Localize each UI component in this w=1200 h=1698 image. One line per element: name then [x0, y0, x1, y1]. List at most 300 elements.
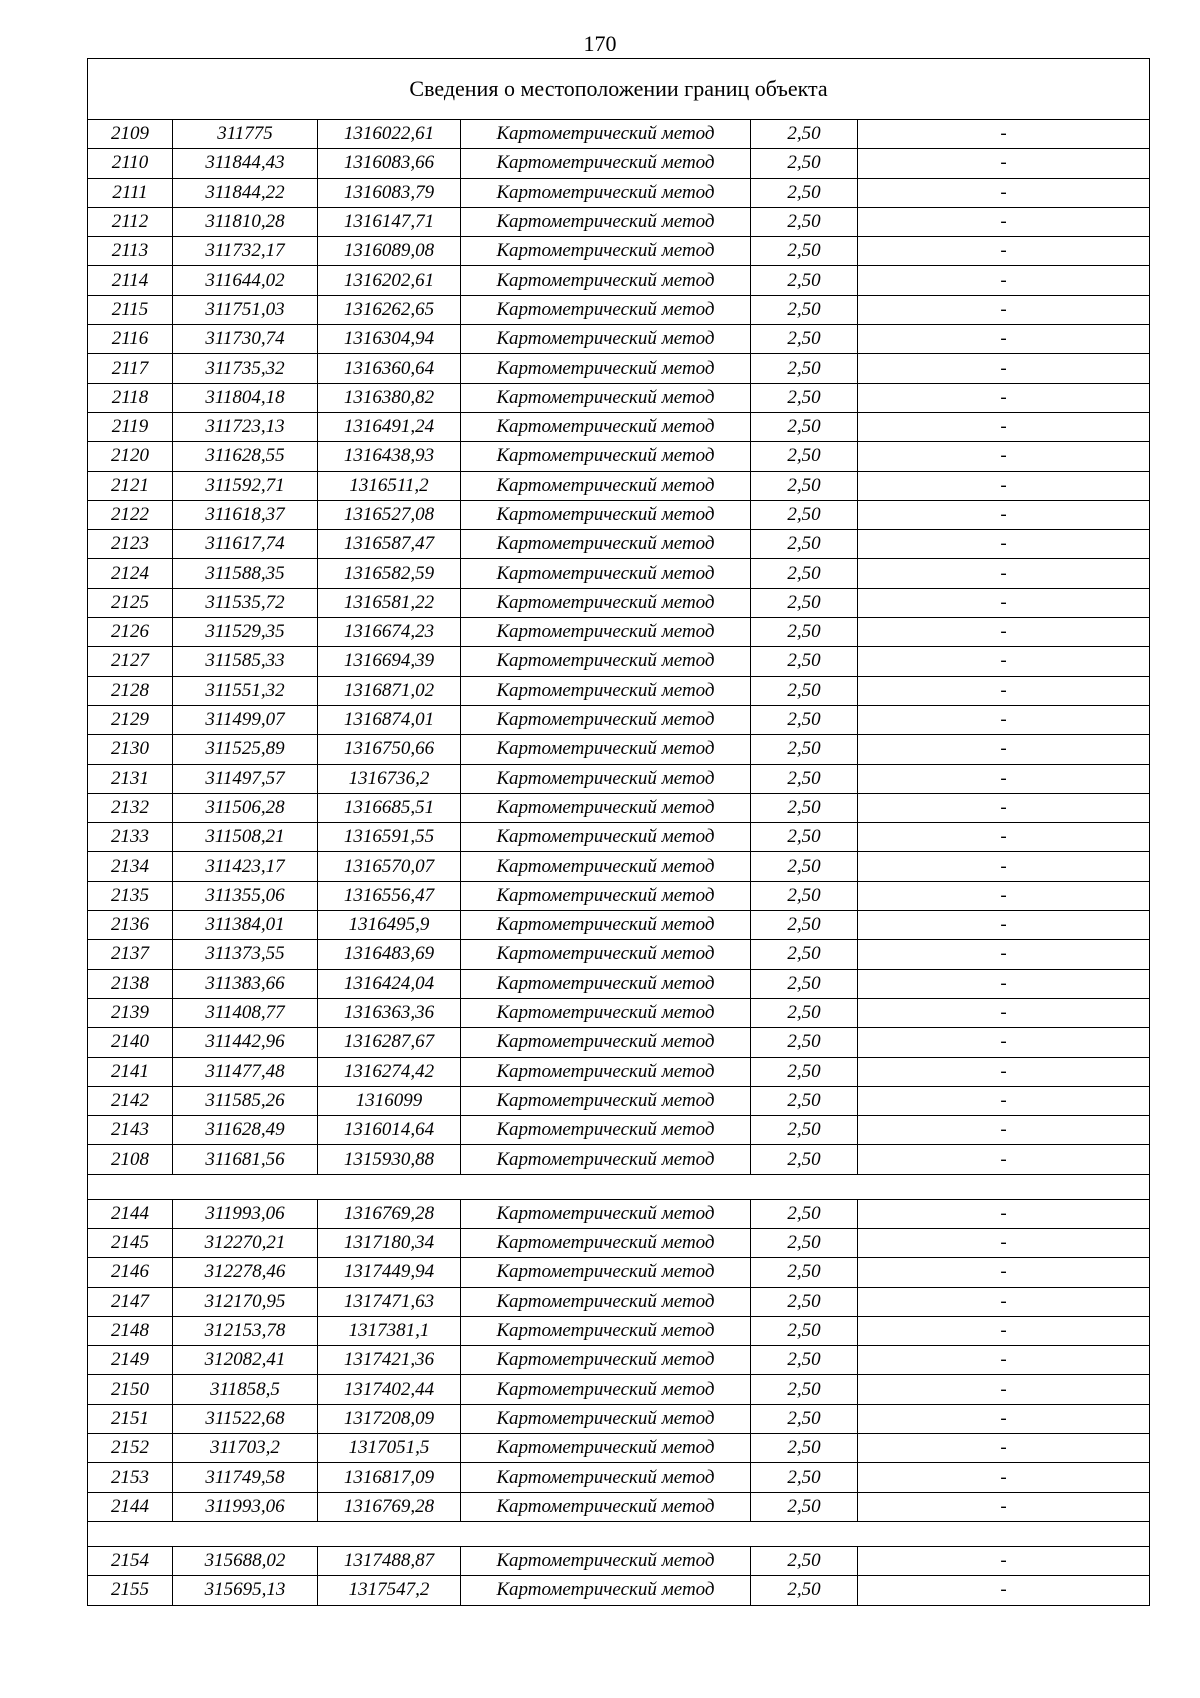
table-row — [88, 1199, 1150, 1228]
table-row — [88, 1546, 1150, 1575]
note-cell: - — [858, 998, 1150, 1027]
note-cell: - — [858, 735, 1150, 764]
coord-y-cell: 1316438,93 — [318, 442, 461, 471]
accuracy-cell: 2,50 — [751, 823, 858, 852]
coord-y-cell: 1316304,94 — [318, 325, 461, 354]
method-cell: Картометрический метод — [461, 1028, 751, 1057]
coord-x-cell: 311499,07 — [173, 705, 318, 734]
coord-x-cell: 311522,68 — [173, 1404, 318, 1433]
method-cell: Картометрический метод — [461, 647, 751, 676]
note-cell: - — [858, 881, 1150, 910]
method-cell: Картометрический метод — [461, 1057, 751, 1086]
note-cell: - — [858, 266, 1150, 295]
coord-x-cell: 311529,35 — [173, 618, 318, 647]
note-cell: - — [858, 500, 1150, 529]
accuracy-cell: 2,50 — [751, 149, 858, 178]
coord-y-cell: 1316147,71 — [318, 207, 461, 236]
coord-y-cell: 1316570,07 — [318, 852, 461, 881]
note-cell: - — [858, 911, 1150, 940]
coord-x-cell: 312270,21 — [173, 1228, 318, 1257]
coord-y-cell: 1317208,09 — [318, 1404, 461, 1433]
coord-y-cell: 1316587,47 — [318, 530, 461, 559]
coord-y-cell: 1317051,5 — [318, 1434, 461, 1463]
point-number-cell: 2111 — [88, 178, 173, 207]
point-number-cell: 2152 — [88, 1434, 173, 1463]
method-cell: Картометрический метод — [461, 530, 751, 559]
coord-y-cell: 1316363,36 — [318, 998, 461, 1027]
method-cell: Картометрический метод — [461, 1258, 751, 1287]
note-cell: - — [858, 940, 1150, 969]
point-number-cell: 2142 — [88, 1086, 173, 1115]
note-cell: - — [858, 442, 1150, 471]
accuracy-cell: 2,50 — [751, 969, 858, 998]
point-number-cell: 2145 — [88, 1228, 173, 1257]
accuracy-cell: 2,50 — [751, 705, 858, 734]
point-number-cell: 2137 — [88, 940, 173, 969]
coord-x-cell: 312153,78 — [173, 1316, 318, 1345]
table-row — [88, 969, 1150, 998]
table-row — [88, 764, 1150, 793]
coord-x-cell: 311355,06 — [173, 881, 318, 910]
note-cell: - — [858, 823, 1150, 852]
accuracy-cell: 2,50 — [751, 1086, 858, 1115]
note-cell: - — [858, 1434, 1150, 1463]
table-row — [88, 823, 1150, 852]
coord-x-cell: 311497,57 — [173, 764, 318, 793]
note-cell: - — [858, 969, 1150, 998]
point-number-cell: 2108 — [88, 1145, 173, 1174]
accuracy-cell: 2,50 — [751, 998, 858, 1027]
note-cell: - — [858, 1375, 1150, 1404]
coord-y-cell: 1316871,02 — [318, 676, 461, 705]
note-cell: - — [858, 705, 1150, 734]
point-number-cell: 2150 — [88, 1375, 173, 1404]
coord-x-cell: 311749,58 — [173, 1463, 318, 1492]
accuracy-cell: 2,50 — [751, 471, 858, 500]
coord-y-cell: 1317381,1 — [318, 1316, 461, 1345]
coord-x-cell: 311844,22 — [173, 178, 318, 207]
coord-y-cell: 1316591,55 — [318, 823, 461, 852]
note-cell: - — [858, 1576, 1150, 1605]
table-row — [88, 1576, 1150, 1605]
method-cell: Картометрический метод — [461, 149, 751, 178]
accuracy-cell: 2,50 — [751, 442, 858, 471]
coord-y-cell: 1316511,2 — [318, 471, 461, 500]
method-cell: Картометрический метод — [461, 998, 751, 1027]
note-cell: - — [858, 1287, 1150, 1316]
point-number-cell: 2134 — [88, 852, 173, 881]
coord-y-cell: 1316424,04 — [318, 969, 461, 998]
coord-y-cell: 1316014,64 — [318, 1116, 461, 1145]
accuracy-cell: 2,50 — [751, 1287, 858, 1316]
note-cell: - — [858, 1028, 1150, 1057]
table-row — [88, 705, 1150, 734]
note-cell: - — [858, 207, 1150, 236]
coord-y-cell: 1317421,36 — [318, 1346, 461, 1375]
table-row — [88, 676, 1150, 705]
accuracy-cell: 2,50 — [751, 178, 858, 207]
note-cell: - — [858, 559, 1150, 588]
coord-y-cell: 1316491,24 — [318, 412, 461, 441]
coord-x-cell: 311373,55 — [173, 940, 318, 969]
accuracy-cell: 2,50 — [751, 559, 858, 588]
coord-x-cell: 311618,37 — [173, 500, 318, 529]
coord-y-cell: 1317180,34 — [318, 1228, 461, 1257]
coord-x-cell: 311735,32 — [173, 354, 318, 383]
table-row — [88, 559, 1150, 588]
point-number-cell: 2121 — [88, 471, 173, 500]
point-number-cell: 2124 — [88, 559, 173, 588]
table-row — [88, 1258, 1150, 1287]
point-number-cell: 2129 — [88, 705, 173, 734]
coord-y-cell: 1315930,88 — [318, 1145, 461, 1174]
method-cell: Картометрический метод — [461, 1228, 751, 1257]
method-cell: Картометрический метод — [461, 1576, 751, 1605]
accuracy-cell: 2,50 — [751, 1463, 858, 1492]
accuracy-cell: 2,50 — [751, 1492, 858, 1521]
note-cell: - — [858, 178, 1150, 207]
note-cell: - — [858, 1316, 1150, 1345]
coord-x-cell: 311585,26 — [173, 1086, 318, 1115]
table-row — [88, 911, 1150, 940]
method-cell: Картометрический метод — [461, 442, 751, 471]
method-cell: Картометрический метод — [461, 471, 751, 500]
method-cell: Картометрический метод — [461, 1546, 751, 1575]
method-cell: Картометрический метод — [461, 588, 751, 617]
point-number-cell: 2139 — [88, 998, 173, 1027]
table-row — [88, 295, 1150, 324]
accuracy-cell: 2,50 — [751, 1434, 858, 1463]
table-row — [88, 120, 1150, 149]
method-cell: Картометрический метод — [461, 618, 751, 647]
coord-y-cell: 1316089,08 — [318, 237, 461, 266]
coord-x-cell: 311993,06 — [173, 1199, 318, 1228]
coord-x-cell: 311751,03 — [173, 295, 318, 324]
coord-y-cell: 1316099 — [318, 1086, 461, 1115]
separator-cell — [88, 1521, 1150, 1546]
coord-y-cell: 1316022,61 — [318, 120, 461, 149]
table-row — [88, 881, 1150, 910]
coord-y-cell: 1316685,51 — [318, 793, 461, 822]
method-cell: Картометрический метод — [461, 1375, 751, 1404]
table-row — [88, 471, 1150, 500]
coord-y-cell: 1316581,22 — [318, 588, 461, 617]
point-number-cell: 2116 — [88, 325, 173, 354]
point-number-cell: 2140 — [88, 1028, 173, 1057]
point-number-cell: 2120 — [88, 442, 173, 471]
coord-x-cell: 311644,02 — [173, 266, 318, 295]
table-row — [88, 1492, 1150, 1521]
coord-x-cell: 311442,96 — [173, 1028, 318, 1057]
point-number-cell: 2141 — [88, 1057, 173, 1086]
method-cell: Картометрический метод — [461, 940, 751, 969]
point-number-cell: 2122 — [88, 500, 173, 529]
method-cell: Картометрический метод — [461, 823, 751, 852]
accuracy-cell: 2,50 — [751, 793, 858, 822]
method-cell: Картометрический метод — [461, 852, 751, 881]
coord-x-cell: 311804,18 — [173, 383, 318, 412]
table-row — [88, 940, 1150, 969]
accuracy-cell: 2,50 — [751, 588, 858, 617]
table-row — [88, 1287, 1150, 1316]
method-cell: Картометрический метод — [461, 1145, 751, 1174]
coord-x-cell: 311858,5 — [173, 1375, 318, 1404]
table-row — [88, 354, 1150, 383]
table-caption: Сведения о местоположении границ объекта — [88, 59, 1150, 120]
point-number-cell: 2147 — [88, 1287, 173, 1316]
table-row — [88, 149, 1150, 178]
coord-x-cell: 311525,89 — [173, 735, 318, 764]
table-row — [88, 1463, 1150, 1492]
coord-x-cell: 312082,41 — [173, 1346, 318, 1375]
accuracy-cell: 2,50 — [751, 354, 858, 383]
point-number-cell: 2112 — [88, 207, 173, 236]
coord-y-cell: 1316495,9 — [318, 911, 461, 940]
point-number-cell: 2144 — [88, 1199, 173, 1228]
note-cell: - — [858, 325, 1150, 354]
coord-x-cell: 311730,74 — [173, 325, 318, 354]
point-number-cell: 2146 — [88, 1258, 173, 1287]
coord-y-cell: 1316380,82 — [318, 383, 461, 412]
note-cell: - — [858, 1346, 1150, 1375]
note-cell: - — [858, 1228, 1150, 1257]
method-cell: Картометрический метод — [461, 1492, 751, 1521]
point-number-cell: 2143 — [88, 1116, 173, 1145]
coord-y-cell: 1316694,39 — [318, 647, 461, 676]
coord-x-cell: 311844,43 — [173, 149, 318, 178]
method-cell: Картометрический метод — [461, 354, 751, 383]
coord-x-cell: 311408,77 — [173, 998, 318, 1027]
accuracy-cell: 2,50 — [751, 911, 858, 940]
table-row — [88, 207, 1150, 236]
table-row — [88, 1028, 1150, 1057]
point-number-cell: 2119 — [88, 412, 173, 441]
method-cell: Картометрический метод — [461, 1287, 751, 1316]
coord-y-cell: 1317547,2 — [318, 1576, 461, 1605]
accuracy-cell: 2,50 — [751, 530, 858, 559]
accuracy-cell: 2,50 — [751, 1316, 858, 1345]
coord-x-cell: 311628,55 — [173, 442, 318, 471]
table-row — [88, 1057, 1150, 1086]
table-row — [88, 1375, 1150, 1404]
method-cell: Картометрический метод — [461, 1463, 751, 1492]
coord-y-cell: 1316674,23 — [318, 618, 461, 647]
method-cell: Картометрический метод — [461, 1404, 751, 1433]
point-number-cell: 2144 — [88, 1492, 173, 1521]
table-row — [88, 1116, 1150, 1145]
accuracy-cell: 2,50 — [751, 1375, 858, 1404]
method-cell: Картометрический метод — [461, 1434, 751, 1463]
method-cell: Картометрический метод — [461, 1346, 751, 1375]
table-row — [88, 500, 1150, 529]
table-row — [88, 1145, 1150, 1174]
accuracy-cell: 2,50 — [751, 618, 858, 647]
coord-x-cell: 311506,28 — [173, 793, 318, 822]
boundary-table-frame — [87, 58, 1149, 1606]
table-row — [88, 852, 1150, 881]
table-row — [88, 588, 1150, 617]
coord-y-cell: 1316736,2 — [318, 764, 461, 793]
note-cell: - — [858, 764, 1150, 793]
coord-y-cell: 1317402,44 — [318, 1375, 461, 1404]
coord-y-cell: 1316202,61 — [318, 266, 461, 295]
note-cell: - — [858, 852, 1150, 881]
point-number-cell: 2153 — [88, 1463, 173, 1492]
table-row — [88, 412, 1150, 441]
note-cell: - — [858, 412, 1150, 441]
table-row — [88, 1086, 1150, 1115]
accuracy-cell: 2,50 — [751, 1404, 858, 1433]
coord-y-cell: 1316769,28 — [318, 1492, 461, 1521]
point-number-cell: 2118 — [88, 383, 173, 412]
method-cell: Картометрический метод — [461, 881, 751, 910]
point-number-cell: 2133 — [88, 823, 173, 852]
accuracy-cell: 2,50 — [751, 735, 858, 764]
coord-y-cell: 1316262,65 — [318, 295, 461, 324]
method-cell: Картометрический метод — [461, 911, 751, 940]
point-number-cell: 2117 — [88, 354, 173, 383]
point-number-cell: 2109 — [88, 120, 173, 149]
method-cell: Картометрический метод — [461, 559, 751, 588]
accuracy-cell: 2,50 — [751, 1228, 858, 1257]
note-cell: - — [858, 1258, 1150, 1287]
page-number: 170 — [583, 31, 617, 56]
accuracy-cell: 2,50 — [751, 940, 858, 969]
table-row — [88, 1404, 1150, 1433]
note-cell: - — [858, 793, 1150, 822]
method-cell: Картометрический метод — [461, 237, 751, 266]
accuracy-cell: 2,50 — [751, 325, 858, 354]
method-cell: Картометрический метод — [461, 500, 751, 529]
table-row — [88, 998, 1150, 1027]
accuracy-cell: 2,50 — [751, 412, 858, 441]
note-cell: - — [858, 383, 1150, 412]
note-cell: - — [858, 120, 1150, 149]
coord-y-cell: 1317488,87 — [318, 1546, 461, 1575]
table-row — [88, 442, 1150, 471]
table-row — [88, 1228, 1150, 1257]
accuracy-cell: 2,50 — [751, 881, 858, 910]
note-cell: - — [858, 149, 1150, 178]
coord-x-cell: 311723,13 — [173, 412, 318, 441]
accuracy-cell: 2,50 — [751, 237, 858, 266]
point-number-cell: 2126 — [88, 618, 173, 647]
note-cell: - — [858, 295, 1150, 324]
coord-x-cell: 311732,17 — [173, 237, 318, 266]
table-row — [88, 325, 1150, 354]
note-cell: - — [858, 1057, 1150, 1086]
point-number-cell: 2155 — [88, 1576, 173, 1605]
table-row — [88, 530, 1150, 559]
accuracy-cell: 2,50 — [751, 676, 858, 705]
note-cell: - — [858, 1086, 1150, 1115]
accuracy-cell: 2,50 — [751, 295, 858, 324]
contour-separator-row — [88, 1174, 1150, 1199]
coord-x-cell: 311383,66 — [173, 969, 318, 998]
coord-y-cell: 1316769,28 — [318, 1199, 461, 1228]
accuracy-cell: 2,50 — [751, 1346, 858, 1375]
method-cell: Картометрический метод — [461, 705, 751, 734]
point-number-cell: 2138 — [88, 969, 173, 998]
point-number-cell: 2151 — [88, 1404, 173, 1433]
method-cell: Картометрический метод — [461, 1316, 751, 1345]
method-cell: Картометрический метод — [461, 676, 751, 705]
coord-x-cell: 311535,72 — [173, 588, 318, 617]
coord-y-cell: 1316556,47 — [318, 881, 461, 910]
point-number-cell: 2131 — [88, 764, 173, 793]
method-cell: Картометрический метод — [461, 1199, 751, 1228]
point-number-cell: 2114 — [88, 266, 173, 295]
method-cell: Картометрический метод — [461, 969, 751, 998]
coord-x-cell: 311810,28 — [173, 207, 318, 236]
table-row — [88, 178, 1150, 207]
table-row — [88, 793, 1150, 822]
coord-y-cell: 1316083,79 — [318, 178, 461, 207]
coord-y-cell: 1316360,64 — [318, 354, 461, 383]
coord-x-cell: 311508,21 — [173, 823, 318, 852]
point-number-cell: 2130 — [88, 735, 173, 764]
point-number-cell: 2135 — [88, 881, 173, 910]
accuracy-cell: 2,50 — [751, 1057, 858, 1086]
accuracy-cell: 2,50 — [751, 1116, 858, 1145]
note-cell: - — [858, 676, 1150, 705]
table-row — [88, 735, 1150, 764]
coord-x-cell: 311423,17 — [173, 852, 318, 881]
accuracy-cell: 2,50 — [751, 207, 858, 236]
note-cell: - — [858, 1492, 1150, 1521]
accuracy-cell: 2,50 — [751, 764, 858, 793]
table-row — [88, 1434, 1150, 1463]
accuracy-cell: 2,50 — [751, 383, 858, 412]
method-cell: Картометрический метод — [461, 178, 751, 207]
note-cell: - — [858, 618, 1150, 647]
coord-y-cell: 1316274,42 — [318, 1057, 461, 1086]
accuracy-cell: 2,50 — [751, 266, 858, 295]
point-number-cell: 2127 — [88, 647, 173, 676]
coord-x-cell: 312278,46 — [173, 1258, 318, 1287]
accuracy-cell: 2,50 — [751, 120, 858, 149]
coord-x-cell: 315695,13 — [173, 1576, 318, 1605]
accuracy-cell: 2,50 — [751, 647, 858, 676]
method-cell: Картометрический метод — [461, 295, 751, 324]
coord-x-cell: 311588,35 — [173, 559, 318, 588]
note-cell: - — [858, 237, 1150, 266]
accuracy-cell: 2,50 — [751, 1546, 858, 1575]
coord-x-cell: 311384,01 — [173, 911, 318, 940]
coord-y-cell: 1317449,94 — [318, 1258, 461, 1287]
method-cell: Картометрический метод — [461, 325, 751, 354]
point-number-cell: 2113 — [88, 237, 173, 266]
accuracy-cell: 2,50 — [751, 852, 858, 881]
point-number-cell: 2123 — [88, 530, 173, 559]
coord-y-cell: 1316527,08 — [318, 500, 461, 529]
note-cell: - — [858, 647, 1150, 676]
coord-y-cell: 1316083,66 — [318, 149, 461, 178]
accuracy-cell: 2,50 — [751, 1145, 858, 1174]
note-cell: - — [858, 354, 1150, 383]
note-cell: - — [858, 1199, 1150, 1228]
table-row — [88, 1316, 1150, 1345]
boundary-coordinates-table — [87, 58, 1150, 1606]
coord-y-cell: 1316817,09 — [318, 1463, 461, 1492]
method-cell: Картометрический метод — [461, 266, 751, 295]
table-row — [88, 266, 1150, 295]
coord-y-cell: 1316582,59 — [318, 559, 461, 588]
table-row — [88, 1346, 1150, 1375]
point-number-cell: 2115 — [88, 295, 173, 324]
method-cell: Картометрический метод — [461, 764, 751, 793]
point-number-cell: 2125 — [88, 588, 173, 617]
